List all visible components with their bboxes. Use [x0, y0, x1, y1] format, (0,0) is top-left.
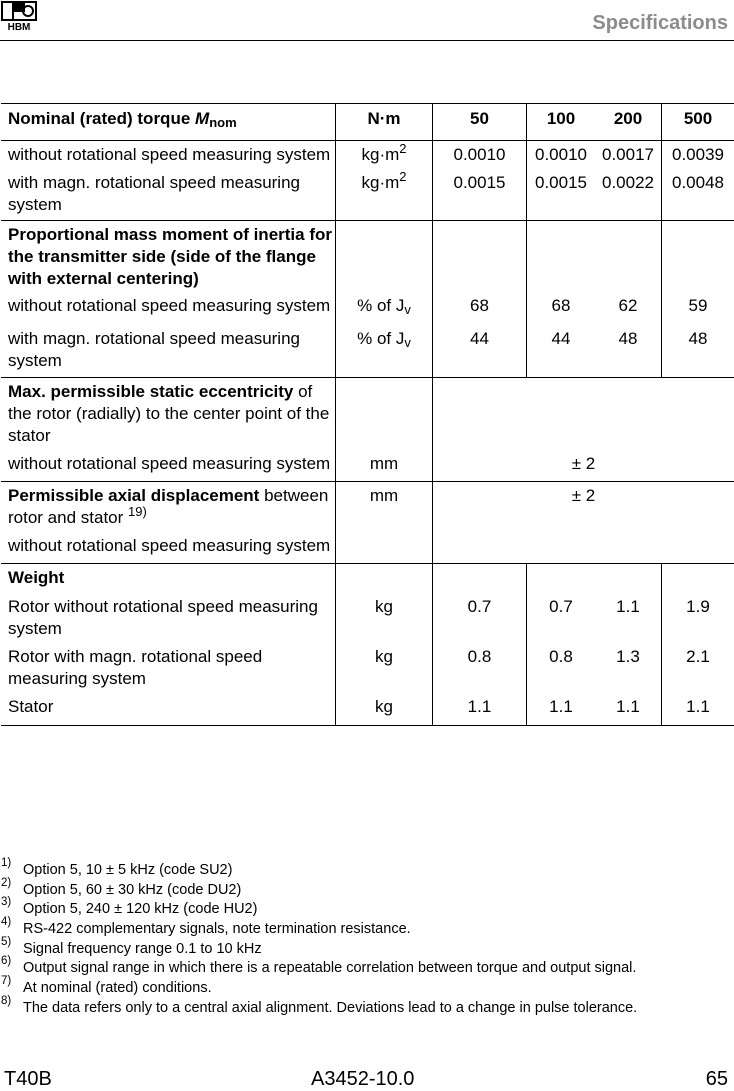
row-value: 0.0039 [662, 141, 734, 167]
table-row [1, 535, 734, 564]
row-value: 0.0022 [595, 166, 662, 221]
row-label: Rotor without rotational speed measuring system [1, 596, 336, 646]
row-label: without rotational speed measuring system [1, 295, 336, 321]
table-header-row [1, 104, 734, 141]
row-label: without rotational speed measuring system [1, 453, 336, 482]
row-unit: mm [336, 453, 433, 482]
footnotes [1, 862, 731, 1020]
weight-heading: Weight [1, 564, 336, 597]
row-value: 0.0010 [527, 141, 596, 167]
row-value: 48 [662, 321, 734, 378]
row-label: Stator [1, 696, 336, 726]
row-value: 1.9 [662, 596, 734, 646]
row-value: 62 [595, 295, 662, 321]
row-label: with magn. rotational speed measuring system [1, 321, 336, 378]
row-label: Rotor with magn. rotational speed measuring system [1, 646, 336, 696]
footnote: 2) Option 5, 60 ± 30 kHz (code DU2) [1, 882, 731, 902]
row-value: 1.1 [662, 696, 734, 726]
row-value: 1.1 [433, 696, 527, 726]
row-value: 44 [433, 321, 527, 378]
footnote: 4) RS-422 complementary signals, note termination resistance. [1, 921, 731, 941]
row-value: 68 [433, 295, 527, 321]
section-heading-row [1, 564, 734, 597]
footnote: 7) At nominal (rated) conditions. [1, 980, 731, 1000]
header-value: 200 [595, 104, 662, 141]
row-label: without rotational speed measuring system [1, 141, 336, 167]
row-value: 0.8 [433, 646, 527, 696]
header-value: 100 [527, 104, 596, 141]
section-heading-row [1, 221, 734, 296]
footnote: 5) Signal frequency range 0.1 to 10 kHz [1, 941, 731, 961]
table-row [1, 453, 734, 482]
hbm-logo [1, 1, 37, 31]
table-row [1, 141, 734, 167]
row-value: 0.0017 [595, 141, 662, 167]
row-value: 1.1 [527, 696, 596, 726]
document-number: A3452-10.0 [311, 1068, 414, 1091]
header-value: 500 [662, 104, 734, 141]
row-label: without rotational speed measuring system [1, 535, 336, 564]
row-value: 0.8 [527, 646, 596, 696]
footnote: 8) The data refers only to a central axial alignment. Deviations lead to a change in pulse tolerance. [1, 1000, 731, 1020]
row-value: 59 [662, 295, 734, 321]
axial-heading: Permissible axial displacement between rotor and stator $^{19)}$ [1, 482, 336, 536]
header-label: Nominal (rated) torque $M_{nom}$ [1, 104, 336, 141]
table-row [1, 696, 734, 726]
footnote: 6) Output signal range in which there is a repeatable correlation between torque and output signal. [1, 960, 731, 980]
table-row [1, 596, 734, 646]
row-value: 0.0048 [662, 166, 734, 221]
header-divider [0, 40, 734, 41]
specifications-table [1, 103, 734, 726]
section-heading-row [1, 482, 734, 536]
proportional-heading: Proportional mass moment of inertia for the transmitter side (side of the flange with external centering) [1, 221, 336, 296]
svg-text:HBM: HBM [8, 22, 31, 31]
table-row [1, 166, 734, 221]
row-unit: $kg\cdot m^2$ [336, 141, 433, 167]
row-value: 68 [527, 295, 596, 321]
row-value: 2.1 [662, 646, 734, 696]
table-row [1, 321, 734, 378]
row-value: 0.7 [527, 596, 596, 646]
row-value: 0.0010 [433, 141, 527, 167]
row-unit: % of $J_v$ [336, 321, 433, 378]
section-heading-row [1, 378, 734, 454]
row-unit: kg [336, 696, 433, 726]
page-number: 65 [706, 1068, 728, 1091]
row-value: 1.1 [595, 596, 662, 646]
row-unit: $kg\cdot m^2$ [336, 166, 433, 221]
row-unit: mm [336, 482, 433, 536]
footnote: 1) Option 5, 10 ± 5 kHz (code SU2) [1, 862, 731, 882]
row-value: 48 [595, 321, 662, 378]
row-value: 44 [527, 321, 596, 378]
row-value: ± 2 [433, 482, 734, 536]
footnote: 3) Option 5, 240 ± 120 kHz (code HU2) [1, 901, 731, 921]
row-unit: kg [336, 646, 433, 696]
page-header-title: Specifications [592, 12, 728, 35]
row-label: with magn. rotational speed measuring system [1, 166, 336, 221]
eccentricity-heading: Max. permissible static eccentricity of the rotor (radially) to the center point of the stator [1, 378, 336, 454]
row-value: 1.3 [595, 646, 662, 696]
row-value: 0.0015 [527, 166, 596, 221]
row-value: 1.1 [595, 696, 662, 726]
row-unit: % of $J_v$ [336, 295, 433, 321]
header-unit: N·m [336, 104, 433, 141]
row-value: 0.7 [433, 596, 527, 646]
table-row [1, 295, 734, 321]
header-value: 50 [433, 104, 527, 141]
table-row [1, 646, 734, 696]
row-value: 0.0015 [433, 166, 527, 221]
document-model: T40B [4, 1068, 52, 1091]
row-value: ± 2 [433, 453, 734, 482]
row-unit: kg [336, 596, 433, 646]
